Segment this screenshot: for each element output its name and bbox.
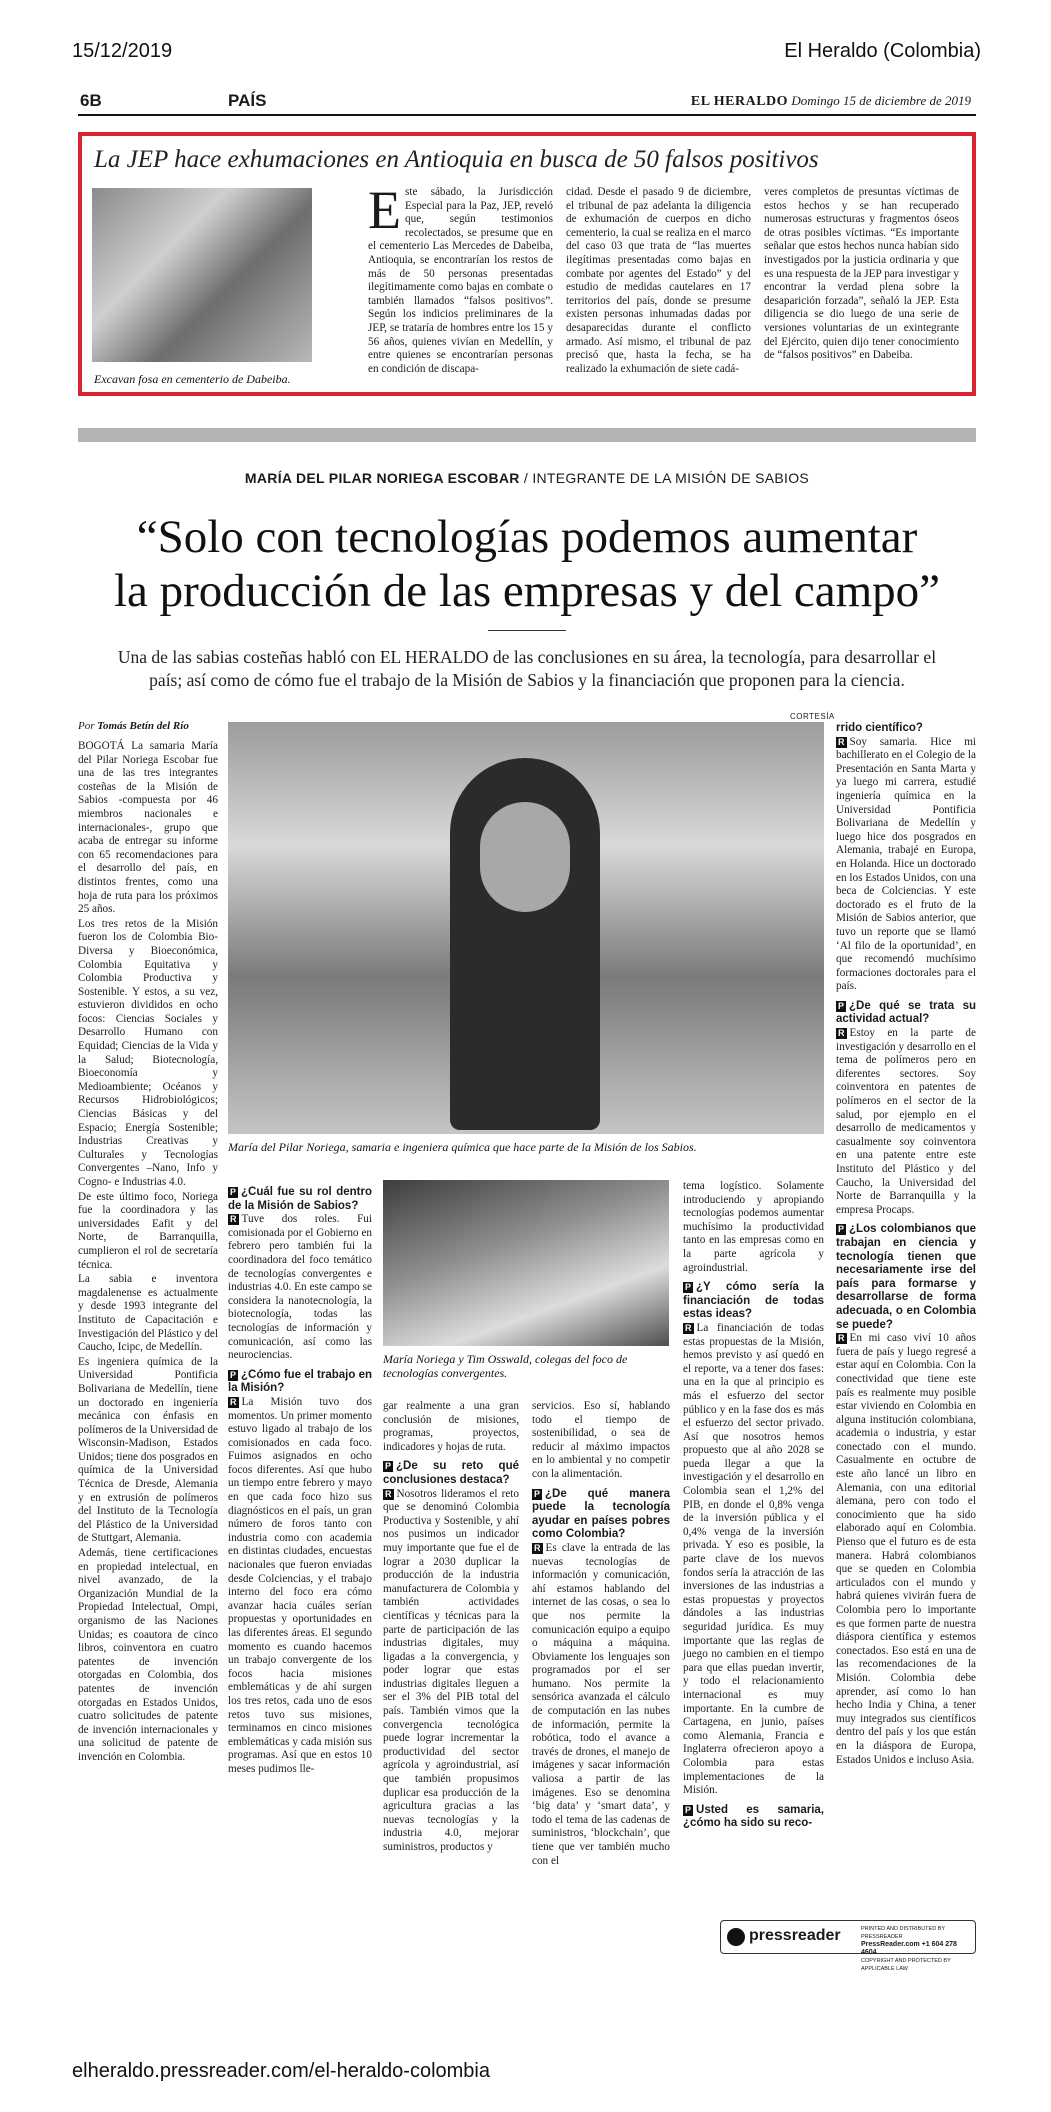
question: rrido científico? <box>836 722 923 734</box>
question: P ¿De qué se trata su actividad actual? <box>836 999 976 1026</box>
jep-photo-caption: Excavan fosa en cementerio de Dabeiba. <box>94 372 291 386</box>
headline-rule <box>488 630 566 631</box>
second-photo <box>383 1180 669 1346</box>
question: P ¿De su reto qué conclusiones destaca? <box>383 1460 519 1486</box>
portrait-face <box>480 802 570 912</box>
masthead-name: EL HERALDO <box>690 94 789 109</box>
footer-url[interactable]: elheraldo.pressreader.com/el-heraldo-colombia <box>72 2060 490 2082</box>
body-col-6: rrido científico? R Soy samaria. Hice mi bachillerato en el Colegio de la Presentación en Santa Marta y ya luego mi carrera, estudié ingeniería química en la Universidad Pontificia Bolivariana de Medellín y luego hice dos posgrados en Alemania, trabajé en Europa, en Holanda. Hice un doctorado en los Estados Unidos, con una beca de Colciencias. Y este doctorado es el fruto de la Misión de Sabios anterior, que tuvo un reporte que se llamó ‘Al filo de la oportunidad’, en que recomendó muchísimo formaciones doctorales para el país. P ¿De qué se trata su actividad actual? R Estoy en la parte de investigación y desarrollo en el tema de polímeros pero en diferentes sectores. Soy coinventora en patentes de polímeros en el sector de la salud, por ejemplo en el desarrollo de medicamentos y casualmente soy coinventora en una patente entre este Instituto del Plástico y del Caucho, la Universidad del Norte de Barranquilla y la empresa Procaps. P ¿Los colombianos que trabajan en ciencia y tecnología tienen que necesariamente irse del país para formarse y desarrollarse de forma adecuada, o en Colombia se puede? R En mi caso viví 10 años fuera de país y luego regresé a estar aquí en Colombia. Con la conectividad que tiene este país es realmente muy posible estar viviendo en Colombia en alguna institución colombiana, academia o industria, y estar conectado con el mundo. Casualmente en octubre de este año lancé un libro en Alemania, con una editorial alemana, pero con todo el conocimiento que ha sido elaborado aquí en Colombia. Pienso que el futuro es de esta manera. Habrá colombianos que se queden en Colombia articulados con el mundo y habrá quienes vivirán fuera de Colombia pero lo importante es que formen parte de nuestra diáspora científica y estemos conectados. Eso está en una de las recomendaciones de la Misión. Colombia debe aprender, así como lo han hecho India y China, a tener muy integrados sus científicos dentro del país y los que están en la diáspora de Europa, Estados Unidos e incluso Asia. <box>836 722 976 1766</box>
question: P ¿Cómo fue el trabajo en la Misión? <box>228 1368 373 1395</box>
masthead <box>691 93 971 110</box>
masthead-date: Domingo 15 de diciembre de 2019 <box>791 93 971 108</box>
jep-article-title: La JEP hace exhumaciones en Antioquia en busca de 50 falsos positivos <box>94 146 819 173</box>
jep-dropcap: E <box>368 180 401 240</box>
page-number: 6B <box>80 91 102 110</box>
jep-col-2: cidad. Desde el pasado 9 de diciembre, el tribunal de paz adelanta la diligencia de exhumación de cuerpos en dicho cementerio, la cual se realiza en el marco del caso 03 que trata de “las muertes ilegítimas presentadas como bajas en combate por agentes del Estado” y del estudio de medidas cautelares en 17 territorios del país, donde se presume existen personas inhumadas dadas por desaparecidas durante el conflicto armado. Así mismo, el tribunal de paz precisó que, hasta la fecha, se ha realizado la exhumación de siete cadá- <box>566 186 751 375</box>
section-name: PAÍS <box>228 91 267 110</box>
source-name: El Heraldo (Colombia) <box>784 40 981 62</box>
body-col-1: BOGOTÁ La samaria María del Pilar Noriega Escobar fue una de las tres integrantes costeñas de la Misión de Sabios -compuesta por 46 miembros nacionales e internacionales-, grupo que acaba de entregar su informe con 65 recomendaciones para el desarrollo del país, en distintos frentes, como una hoja de ruta para los próximos 25 años. Los tres retos de la Misión fueron los de Colombia Bio-Diversa y Bioeconómica, Colombia Equitativa y Colombia Productiva y Sostenible. Y estos, a su vez, estuvieron divididos en ocho focos: Ciencias Sociales y Desarrollo Humano con Equidad; Ciencias de la Vida y la Salud; Biotecnología, Bioeconomía y Medioambiente; Océanos y Recursos Hidrobiológicos; Ciencias Básicas y del Espacio; Energía Sostenible; Industrias Creativas y Culturales y Tecnologías Convergentes –Nano, Info y Cogno- e Industrias 4.0. De este último foco, Noriega fue la coordinadora y las universidades Eafit y del Norte, de Barranquilla, cumplieron el rol de secretaría técnica. La sabia e inventora magdalenense es actualmente y desde 1993 integrante del Instituto de Capacitación e Investigación del Plástico y del Caucho, Icipc, de Medellín. Es ingeniera química de la Universidad Pontificia Bolivariana de Medellín, tiene un doctorado en ingeniería mecánica con énfasis en polímeros de la Universidad de Wisconsin-Madison, Estados Unidos; tiene dos posgrados en química de la Universidad Técnica de Dresde, Alemania y en extrusión de polímeros del Instituto de la Tecnología del Plástico de la Universidad de Stuttgart, Alemania. Además, tiene certificaciones en propiedad intelectual, en nivel avanzado, de la Organización Mundial de la Propiedad Intelectual, Ompi, organismo de las Naciones Unidas; es coautora de cinco libros, coinventora en cuatro patentes de invención otorgadas en Colombia, dos patentes de invención otorgadas en Estados Unidos, cuatro solicitudes de patente de invención internacionales y una solicitud de patente de invención en Colombia. <box>78 740 218 1763</box>
question: P ¿Cuál fue su rol dentro de la Misión de Sabios? <box>228 1186 372 1212</box>
author-line: Por Tomás Betín del Río <box>78 720 189 732</box>
pressreader-info: PRINTED AND DISTRIBUTED BY PRESSREADER PressReader.com +1 604 278 4604 COPYRIGHT AND PROTECTED BY APPLICABLE LAW <box>861 1926 957 1972</box>
body-col-2: P ¿Cuál fue su rol dentro de la Misión de Sabios? R Tuve dos roles. Fui comisionada por el Gobierno en febrero pero también fui la coordinadora del foco temático de tecnologías convergentes e industrias 4.0. En este campo se considera la nanotecnología, la biotecnología, todas las tecnologías de información y comunicación, así como las neurociencias. P ¿Cómo fue el trabajo en la Misión? R La Misión tuvo dos momentos. Un primer momento estuvo ligado al trabajo de los comisionados en cada foco. Fuimos asignados en ocho focos diferentes. Así que hubo un tiempo entre febrero y mayo en que cada foco hizo sus diagnósticos en el país, un gran número de foros tanto con industria como con academia en distintas ciudades, encuestas nacionales que fueron enviadas desde Colciencias, y el trabajo interno del foco era cómo avanzar hacia cuáles serían propuestas y oportunidades en las diferentes áreas. El segundo momento es cuando hacemos un trabajo convergente de los focos hacia misiones emblemáticas y de ahí surgen los tres retos, cada uno de esos retos tuvo sus misiones, terminamos en cinco misiones emblemáticas y cada misión sus programas. Así que en estos 10 meses pudimos lle- <box>228 1186 373 1775</box>
pressreader-logo-icon <box>727 1928 745 1946</box>
second-photo-caption: María Noriega y Tim Osswald, colegas del foco de tecnologías convergentes. <box>383 1352 628 1380</box>
pressreader-badge[interactable] <box>720 1920 976 1972</box>
body-col-4: servicios. Eso sí, hablando todo el tiempo de sostenibilidad, o sea de reducir al máximo impactos en lo ambiental y no competir con la alimentación. P ¿De qué manera puede la tecnología ayudar en países pobres como Colombia? R Es clave la entrada de las nuevas tecnologías de información y comunicación, ahí estamos hablando del internet de las cosas, o sea lo que nos permite la comunicación equipo a equipo o máquina a máquina. Obviamente los lenguajes son programados por el ser humano. Nos permite la sensórica avanzada el cálculo de computación en las nubes de información, permite la robótica, todo el avance a través de drones, el manejo de imágenes y sacar información valiosa a partir de las imágenes. Eso se denomina ‘big data’ y ‘smart data’, y todo el tema de las cadenas de suministros, ‘blockchain’, que tiene que ver también mucho con el <box>532 1400 670 1867</box>
question: P ¿Y cómo sería la financiación de todas estas ideas? <box>683 1281 824 1321</box>
header-rule <box>78 114 976 116</box>
question: P Usted es samaria, ¿cómo ha sido su reco- <box>683 1803 824 1830</box>
body-col-5: tema logístico. Solamente introduciendo y apropiando tecnologías podemos aumentar muchísimo la productividad tanto en las empresas como en la parte agrícola y agroindustrial. P ¿Y cómo sería la financiación de todas estas ideas? R La financiación de todas estas propuestas de la Misión, hemos previsto y así quedó en el reporte, va a tener dos fases: una en la que al principio es más el esfuerzo del sector público y en la fase dos es más el esfuerzo del sector privado. Así que nosotros hemos propuesto que al año 2028 se pueda llegar a que la investigación y el desarrollo en Colombia sean el 1,2% del PIB, en donde el 0,8% venga de la inversión pública y el 0,4% venga de la inversión privada. Y eso es posible, la parte clave de los nuevos fondos sería la atracción de las inversiones de las industrias a estas propuestas y proyectos dándoles a las industrias seguridad jurídica. Es muy importante que las reglas de juego no cambien en el tiempo para que ellas puedan invertir, y todo el relacionamiento internacional es muy importante. En la cumbre de Cartagena, en junio, países como Alemania, Francia e Inglaterra ofrecieron apoyo a Colombia para estas implementaciones de la Misión. P Usted es samaria, ¿cómo ha sido su reco- <box>683 1180 824 1830</box>
kicker-role: INTEGRANTE DE LA MISIÓN DE SABIOS <box>532 470 810 486</box>
article-deck: Una de las sabias costeñas habló con EL HERALDO de las conclusiones en su área, la tecnología, para desarrollar el país; así como de cómo fue el trabajo de la Misión de Sabios y la financiación que proponen para la ciencia. <box>117 647 937 690</box>
jep-col-1: Este sábado, la Jurisdicción Especial para la Paz, JEP, reveló que, según testimonios recolectados, se presume que en el cementerio Las Mercedes de Dabeiba, Antioquia, se encontrarían los restos de más de 50 personas presentadas ilegítimamente como bajas en combate o también llamados “falsos positivos”. Según los indicios preliminares de la JEP, se trataría de hombres entre los 15 y 56 años, quienes vivían en Medellín, y entre quienes se encontrarían personas en condición de discapa- <box>368 180 553 375</box>
question: P ¿De qué manera puede la tecnología ayudar en países pobres como Colombia? <box>532 1487 670 1541</box>
main-photo-caption: María del Pilar Noriega, samaria e ingeniera química que hace parte de la Misión de los Sabios. <box>228 1140 697 1154</box>
body-col-3: gar realmente a una gran conclusión de misiones, programas, proyectos, indicadores y hojas de ruta. P ¿De su reto qué conclusiones destaca? R Nosotros lideramos el reto que se denominó Colombia Productiva y Sostenible, y ahí nos pusimos un indicador muy importante que fue el de lograr a 2030 duplicar la producción de la industria manufacturera de Colombia y también actividades científicas y técnicas para la parte de participación de las industrias digitales, muy ligadas a la convergencia, y poder lograr que estas industrias digitales lleguen a ser el 3% del PIB total del país. También vimos que la convergencia tecnológica puede lograr incrementar la productividad del sector agrícola y agroindustrial, así que también propusimos duplicar esa producción de la agricultura gracias a las nuevas tecnologías y la industria 4.0, mejorar suministros, productos y <box>383 1400 519 1853</box>
pressreader-logo-text: pressreader <box>749 1927 841 1944</box>
main-photo <box>228 722 824 1134</box>
photo-credit: CORTESÍA <box>790 712 835 721</box>
section-divider <box>78 428 976 442</box>
jep-col-3: veres completos de presuntas víctimas de estos hechos y se han recuperado numerosas estructuras y fragmentos óseos de otras posibles víctimas. “Es importante señalar que estos hechos nunca habían sido investigados por la justicia ordinaria y que es una respuesta de la JEP para investigar y encontrar la verdad plena sobre la desaparición forzada”, señaló la JEP. Esta diligencia se dio luego de una serie de versiones voluntarias de un exintegrante del Ejército, quien dijo tener conocimiento de “falsos positivos” en Dabeiba. <box>764 186 959 362</box>
article-kicker: MARÍA DEL PILAR NORIEGA ESCOBAR / INTEGRANTE DE LA MISIÓN DE SABIOS <box>244 470 810 486</box>
jep-article-box <box>78 132 976 396</box>
page-date: 15/12/2019 <box>72 40 173 62</box>
question: P ¿Los colombianos que trabajan en ciencia y tecnología tienen que necesariamente irse del país para formarse y desarrollarse de forma adecuada, o en Colombia se puede? <box>836 1223 976 1331</box>
jep-article-photo <box>92 188 312 362</box>
main-headline: “Solo con tecnologías podemos aumentar la producción de las empresas y del campo” <box>113 511 941 617</box>
kicker-name: MARÍA DEL PILAR NORIEGA ESCOBAR <box>244 470 520 486</box>
